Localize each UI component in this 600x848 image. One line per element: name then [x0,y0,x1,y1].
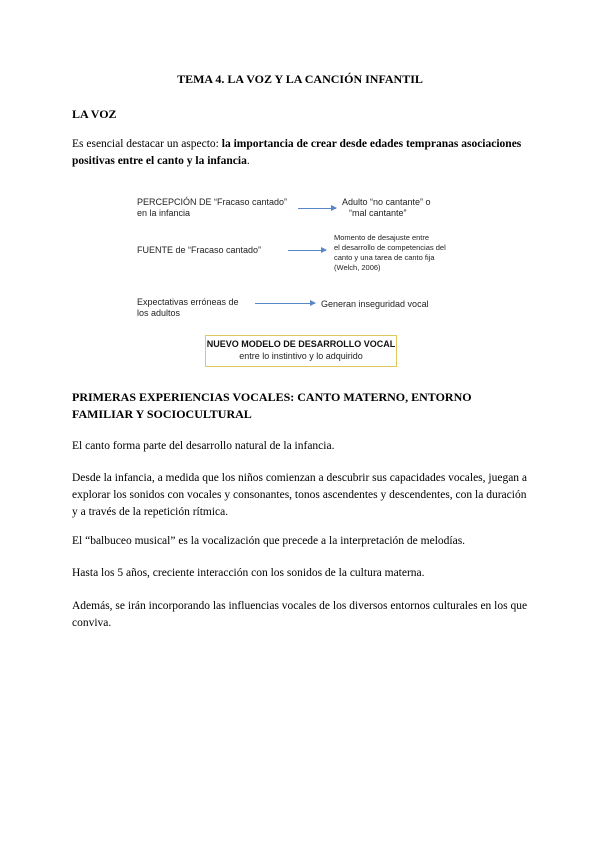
paragraph-2: Desde la infancia, a medida que los niños comienzan a descubrir sus capacidades vocales, juegan a explorar los sonidos con vocales y consonantes, tonos ascendentes y descendentes, con la duración y a través de la repetición rítmica. [72,472,528,518]
arrow-icon [255,303,315,304]
diagram-perception-label-1: PERCEPCIÓN DE “Fracaso cantado” [137,197,288,207]
diagram-adult-label-2: “mal cantante” [349,208,407,218]
paragraph-1: El canto forma parte del desarrollo natural de la infancia. [72,440,335,452]
section-heading-primeras-experiencias: PRIMERAS EXPERIENCIAS VOCALES: CANTO MATERNO, ENTORNO FAMILIAR Y SOCIOCULTURAL [72,390,472,421]
model-subtitle: entre lo instintivo y lo adquirido [239,351,363,361]
arrow-icon [288,250,326,251]
paragraph-4: Hasta los 5 años, creciente interacción con los sonidos de la cultura materna. [72,567,425,579]
paragraph-5: Además, se irán incorporando las influencias vocales de los diversos entornos culturales en los que conviva. [72,600,528,629]
intro-end: . [246,155,250,167]
diagram-adult-label-1: Adulto “no cantante” o [342,197,431,207]
model-box [205,335,397,367]
diagram-expectations-1: Expectativas erróneas de [137,297,239,307]
diagram-mismatch-3: canto y una tarea de canto fija [334,253,435,262]
diagram-mismatch-1: Momento de desajuste entre [334,233,430,242]
arrow-icon [298,208,336,209]
diagram-expectations-2: los adultos [137,308,181,318]
model-title: NUEVO MODELO DE DESARROLLO VOCAL [206,339,396,349]
diagram-insecurity-label: Generan inseguridad vocal [321,299,429,309]
section-heading-la-voz: LA VOZ [72,107,117,121]
paragraph-3: El “balbuceo musical” es la vocalización que precede a la interpretación de melodías. [72,535,466,547]
diagram-source-label: FUENTE de “Fracaso cantado” [137,245,262,255]
diagram-mismatch-2: el desarrollo de competencias del [334,243,446,252]
intro-text: Es esencial destacar un aspecto: [72,138,222,150]
diagram-perception-label-2: en la infancia [137,208,191,218]
intro-emphasis: la importancia de crear desde edades tempranas asociaciones positivas entre el canto y la infancia [72,138,522,167]
document-title: TEMA 4. LA VOZ Y LA CANCIÓN INFANTIL [177,72,423,86]
diagram-mismatch-4: (Welch, 2006) [334,263,381,272]
